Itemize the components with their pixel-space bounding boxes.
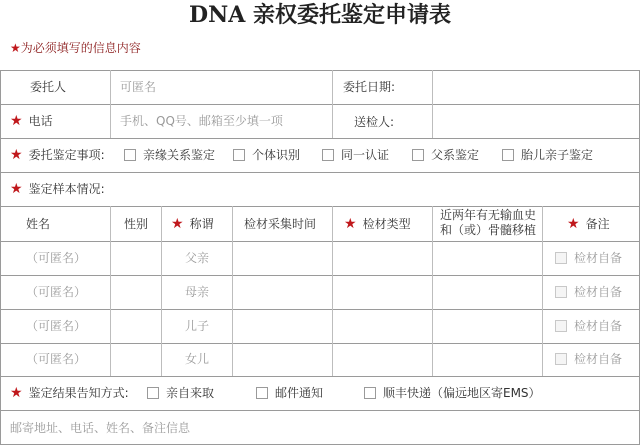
- notify-option-mail[interactable]: [256, 385, 323, 401]
- checkbox-icon[interactable]: [502, 149, 514, 161]
- notify-option-label: 邮件通知: [275, 386, 324, 400]
- item-option-paternal[interactable]: [412, 147, 479, 163]
- sender-input[interactable]: [434, 106, 638, 136]
- divider: [110, 70, 111, 138]
- item-option-prenatal[interactable]: [502, 147, 593, 163]
- notify-option-pickup[interactable]: [147, 385, 214, 401]
- item-option-identity[interactable]: [233, 147, 300, 163]
- checkbox-icon[interactable]: [147, 387, 159, 399]
- sample-remark: [555, 250, 622, 266]
- header-collect-time: 检材采集时间: [244, 217, 317, 231]
- divider: [0, 206, 640, 207]
- divider: [332, 70, 333, 138]
- phone-input[interactable]: 手机、QQ号、邮箱至少填一项: [120, 114, 283, 128]
- divider: [0, 138, 640, 139]
- required-star-icon: ★: [344, 216, 357, 232]
- required-star-icon: ★: [10, 181, 23, 197]
- header-gender: 性别: [124, 217, 149, 231]
- checkbox-icon[interactable]: [364, 387, 376, 399]
- divider: [0, 376, 640, 377]
- item-option-label: 父系鉴定: [431, 148, 480, 162]
- item-option-label: 亲缘关系鉴定: [143, 148, 216, 162]
- date-input[interactable]: [434, 72, 638, 102]
- header-relation-text: 称谓: [189, 217, 214, 231]
- header-transfusion-line2: 和（或）骨髓移植: [440, 223, 537, 237]
- sender-label: 送检人:: [354, 115, 395, 129]
- divider: [542, 206, 543, 376]
- phone-label: [10, 113, 53, 129]
- notify-label-text: 鉴定结果告知方式:: [28, 386, 129, 400]
- phone-label-text: 电话: [28, 114, 53, 128]
- sample-relation: 父亲: [184, 251, 209, 265]
- required-star-icon: ★: [10, 147, 23, 163]
- sample-remark: [555, 284, 622, 300]
- divider: [432, 70, 433, 138]
- header-name: 姓名: [26, 217, 51, 231]
- checkbox-icon: [555, 286, 567, 298]
- divider: [0, 410, 640, 411]
- header-relation: [171, 216, 214, 232]
- samples-label-text: 鉴定样本情况:: [28, 182, 105, 196]
- sample-remark-label: 检材自备: [574, 319, 623, 333]
- divider: [0, 104, 640, 105]
- header-transfusion-line1: 近两年有无输血史: [440, 208, 537, 222]
- required-note-text: 为必须填写的信息内容: [20, 41, 141, 55]
- client-label: 委托人: [30, 80, 67, 94]
- item-option-same[interactable]: [322, 147, 389, 163]
- date-label: 委托日期:: [343, 80, 396, 94]
- divider: [0, 275, 640, 276]
- divider: [0, 172, 640, 173]
- border-left: [0, 70, 1, 445]
- divider: [332, 206, 333, 376]
- required-star-icon: ★: [10, 113, 23, 129]
- item-option-label: 同一认证: [341, 148, 390, 162]
- divider: [232, 206, 233, 376]
- divider: [0, 343, 640, 344]
- divider: [0, 309, 640, 310]
- sample-name-input[interactable]: （可匿名）: [26, 285, 87, 299]
- client-input[interactable]: 可匿名: [120, 80, 157, 94]
- notify-label: [10, 385, 129, 401]
- notify-option-label: 顺丰快递（偏远地区寄EMS）: [383, 386, 541, 400]
- header-remark-text: 备注: [585, 217, 610, 231]
- checkbox-icon[interactable]: [233, 149, 245, 161]
- sample-remark-label: 检材自备: [574, 251, 623, 265]
- item-option-label: 胎儿亲子鉴定: [521, 148, 594, 162]
- checkbox-icon[interactable]: [322, 149, 334, 161]
- checkbox-icon: [555, 353, 567, 365]
- required-star-icon: ★: [567, 216, 580, 232]
- sample-remark: [555, 318, 622, 334]
- items-label-text: 委托鉴定事项:: [28, 148, 105, 162]
- required-star-icon: ★: [10, 385, 23, 401]
- item-option-kinship[interactable]: [124, 147, 215, 163]
- checkbox-icon[interactable]: [412, 149, 424, 161]
- sample-relation: 女儿: [184, 352, 209, 366]
- header-material-type: [344, 216, 411, 232]
- divider: [0, 241, 640, 242]
- address-input[interactable]: 邮寄地址、电话、姓名、备注信息: [10, 421, 191, 435]
- sample-remark-label: 检材自备: [574, 285, 623, 299]
- divider: [432, 206, 433, 376]
- sample-relation: 儿子: [184, 319, 209, 333]
- header-transfusion: [440, 208, 536, 238]
- divider: [0, 70, 640, 71]
- divider: [110, 206, 111, 376]
- sample-name-input[interactable]: （可匿名）: [26, 352, 87, 366]
- sample-remark-label: 检材自备: [574, 352, 623, 366]
- checkbox-icon: [555, 320, 567, 332]
- notify-option-label: 亲自来取: [166, 386, 215, 400]
- sample-name-input[interactable]: （可匿名）: [26, 319, 87, 333]
- sample-relation: 母亲: [184, 285, 209, 299]
- required-star-icon: ★: [171, 216, 184, 232]
- sample-name-input[interactable]: （可匿名）: [26, 251, 87, 265]
- notify-option-express[interactable]: [364, 385, 541, 401]
- sample-remark: [555, 351, 622, 367]
- items-label: [10, 147, 105, 163]
- checkbox-icon[interactable]: [256, 387, 268, 399]
- required-note: [10, 39, 141, 57]
- required-star-icon: ★: [10, 41, 21, 55]
- samples-label: [10, 181, 105, 197]
- checkbox-icon: [555, 252, 567, 264]
- item-option-label: 个体识别: [252, 148, 301, 162]
- form-title: DNA 亲权委托鉴定申请表: [189, 2, 451, 28]
- header-remark: [567, 216, 610, 232]
- header-material-type-text: 检材类型: [362, 217, 411, 231]
- checkbox-icon[interactable]: [124, 149, 136, 161]
